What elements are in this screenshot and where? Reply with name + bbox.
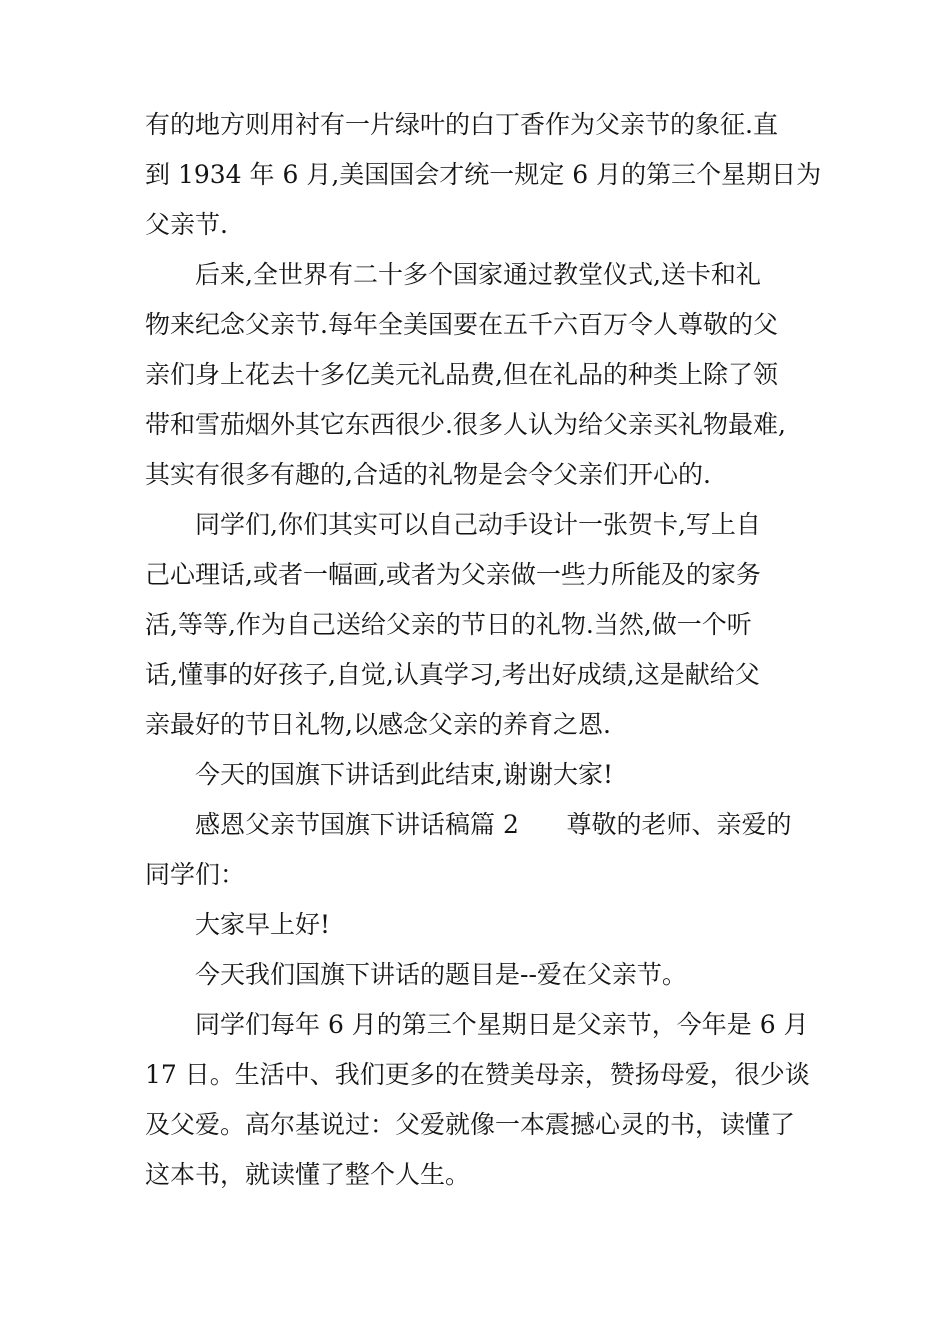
- paragraph-start-line: 后来,全世界有二十多个国家通过教堂仪式,送卡和礼: [195, 260, 761, 289]
- paragraph-start-line: 同学们,你们其实可以自己动手设计一张贺卡,写上自: [195, 510, 761, 539]
- text-line: 己心理话,或者一幅画,或者为父亲做一些力所能及的家务: [145, 560, 761, 589]
- text-line: 话,懂事的好孩子,自觉,认真学习,考出好成绩,这是献给父: [145, 660, 760, 689]
- paragraph-start-line: 今天我们国旗下讲话的题目是--爱在父亲节。: [195, 960, 687, 989]
- text-line: 物来纪念父亲节.每年全美国要在五千六百万令人尊敬的父: [145, 310, 778, 339]
- paragraph-start-line: 大家早上好!: [195, 910, 331, 939]
- section-heading-line: 感恩父亲节国旗下讲话稿篇 2 尊敬的老师、亲爱的: [195, 810, 792, 839]
- text-line: 活,等等,作为自己送给父亲的节日的礼物.当然,做一个听: [145, 610, 752, 639]
- text-line: 亲们身上花去十多亿美元礼品费,但在礼品的种类上除了领: [145, 360, 778, 389]
- paragraph-start-line: 今天的国旗下讲话到此结束,谢谢大家!: [195, 760, 613, 789]
- text-line: 有的地方则用衬有一片绿叶的白丁香作为父亲节的象征.直: [145, 110, 778, 139]
- text-line: 同学们：: [145, 860, 246, 889]
- text-line: 及父爱。高尔基说过：父爱就像一本震撼心灵的书，读懂了: [145, 1110, 796, 1139]
- text-line: 带和雪茄烟外其它东西很少.很多人认为给父亲买礼物最难,: [145, 410, 786, 439]
- paragraph-start-line: 同学们每年 6 月的第三个星期日是父亲节，今年是 6 月: [195, 1010, 809, 1039]
- text-line: 亲最好的节日礼物,以感念父亲的养育之恩.: [145, 710, 611, 739]
- text-line: 到 1934 年 6 月,美国国会才统一规定 6 月的第三个星期日为: [145, 160, 822, 189]
- text-line: 其实有很多有趣的,合适的礼物是会令父亲们开心的.: [145, 460, 711, 489]
- text-line: 这本书，就读懂了整个人生。: [145, 1160, 471, 1189]
- text-line: 父亲节.: [145, 210, 228, 239]
- text-line: 17 日。生活中、我们更多的在赞美母亲，赞扬母爱，很少谈: [145, 1060, 810, 1089]
